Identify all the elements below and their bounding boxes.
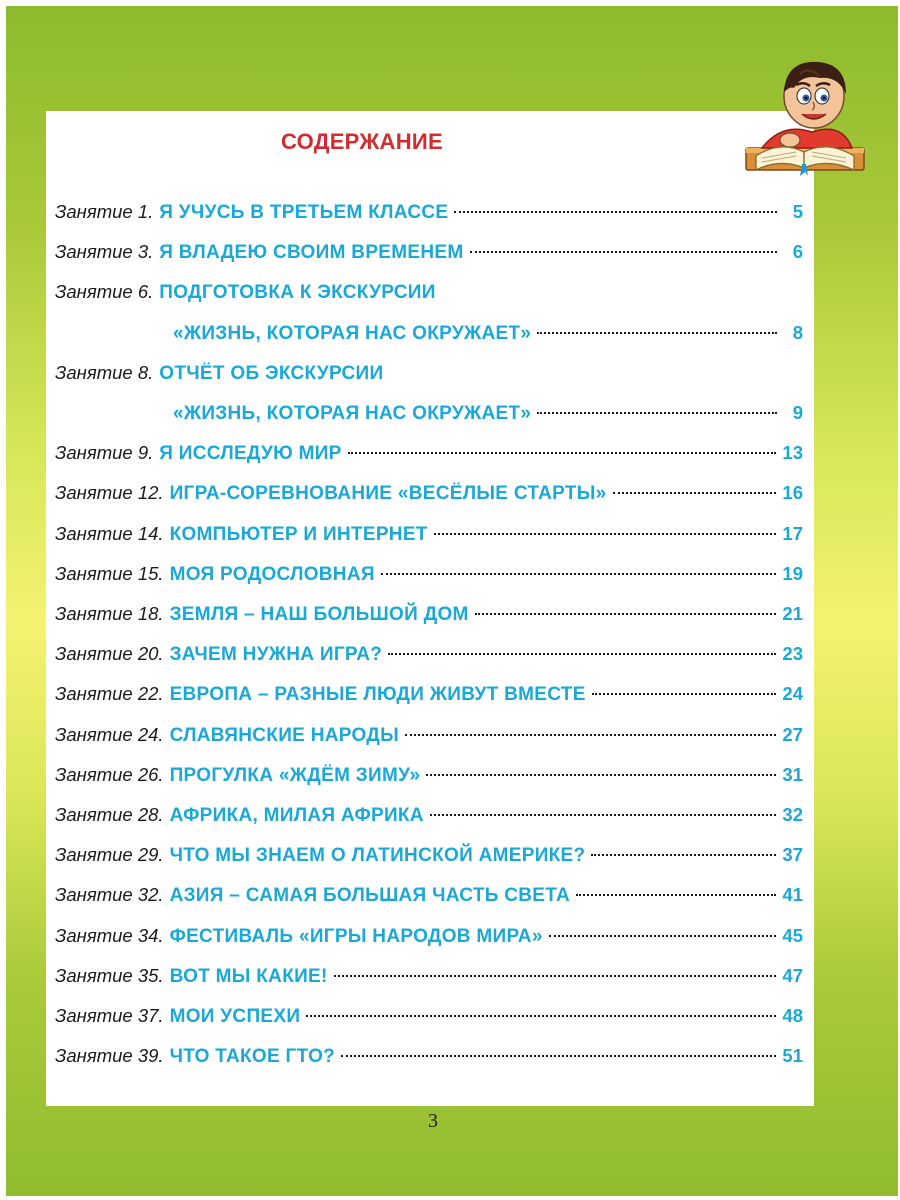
entry-title: МОИ УСПЕХИ xyxy=(169,1006,301,1027)
entry-page: 32 xyxy=(782,804,803,825)
entry-title-continued: «ЖИЗНЬ, КОТОРАЯ НАС ОКРУЖАЕТ» xyxy=(173,403,532,424)
entry-page: 47 xyxy=(782,964,803,986)
toc-entry xyxy=(55,844,803,870)
entry-page: 45 xyxy=(782,924,803,946)
dot-leader xyxy=(470,251,778,253)
entry-label: Занятие 34. xyxy=(55,924,164,946)
entry-title: АЗИЯ – САМАЯ БОЛЬШАЯ ЧАСТЬ СВЕТА xyxy=(169,885,571,907)
entry-title: ЧТО МЫ ЗНАЕМ О ЛАТИНСКОЙ АМЕРИКЕ? xyxy=(169,845,586,867)
toc-entry xyxy=(55,1005,803,1031)
entry-title: ПРОГУЛКА «ЖДЁМ ЗИМУ» xyxy=(169,764,421,786)
toc-entry xyxy=(55,563,803,589)
entry-label: Занятие 18. xyxy=(55,603,164,624)
entry-page: 19 xyxy=(782,562,803,584)
entry-label: Занятие 6. xyxy=(55,281,154,303)
dot-leader xyxy=(430,814,777,816)
entry-label: Занятие 9. xyxy=(55,442,154,464)
entry-title: ЗЕМЛЯ – НАШ БОЛЬШОЙ ДОМ xyxy=(169,604,469,625)
dot-leader xyxy=(348,452,777,454)
entry-label: Занятие 12. xyxy=(55,482,164,504)
dot-leader xyxy=(576,894,776,896)
entry-label: Занятие 3. xyxy=(55,241,154,263)
entry-page: 17 xyxy=(782,522,803,544)
entry-title: МОЯ РОДОСЛОВНАЯ xyxy=(169,563,375,585)
toc-entry-continuation xyxy=(173,402,803,428)
entry-page: 13 xyxy=(782,442,803,464)
dot-leader xyxy=(475,613,777,615)
toc-entry xyxy=(55,482,803,508)
entry-page: 9 xyxy=(792,402,803,423)
toc-entry xyxy=(55,925,803,951)
entry-label: Занятие 20. xyxy=(55,643,164,665)
toc-entry xyxy=(55,884,803,910)
entry-title: ИГРА-СОРЕВНОВАНИЕ «ВЕСЁЛЫЕ СТАРТЫ» xyxy=(169,483,607,505)
entry-title: ЕВРОПА – РАЗНЫЕ ЛЮДИ ЖИВУТ ВМЕСТЕ xyxy=(169,684,586,706)
dot-leader xyxy=(454,211,777,213)
entry-page: 27 xyxy=(782,723,803,745)
entry-title: Я ВЛАДЕЮ СВОИМ ВРЕМЕНЕМ xyxy=(159,242,464,264)
entry-title: СЛАВЯНСКИЕ НАРОДЫ xyxy=(169,724,400,746)
toc-entry xyxy=(55,724,803,750)
toc-entry xyxy=(55,281,803,307)
dot-leader xyxy=(426,774,776,776)
dot-leader xyxy=(381,573,777,575)
entry-label: Занятие 1. xyxy=(55,201,154,222)
entry-page: 5 xyxy=(792,201,803,222)
entry-page: 16 xyxy=(782,482,803,504)
entry-label: Занятие 22. xyxy=(55,683,164,705)
toc-entry xyxy=(55,362,803,388)
entry-title: ЧТО ТАКОЕ ГТО? xyxy=(169,1046,336,1068)
entry-title: ОТЧЁТ ОБ ЭКСКУРСИИ xyxy=(159,362,384,384)
entry-title: Я УЧУСЬ В ТРЕТЬЕМ КЛАССЕ xyxy=(159,202,449,223)
entry-title-continued: «ЖИЗНЬ, КОТОРАЯ НАС ОКРУЖАЕТ» xyxy=(173,322,532,344)
entry-page: 21 xyxy=(782,603,803,624)
entry-page: 48 xyxy=(782,1005,803,1026)
entry-label: Занятие 29. xyxy=(55,844,164,866)
dot-leader xyxy=(591,854,776,856)
toc-entry xyxy=(55,804,803,830)
toc-entry xyxy=(55,603,803,629)
entry-title: КОМПЬЮТЕР И ИНТЕРНЕТ xyxy=(169,523,428,545)
toc-entry xyxy=(55,201,803,227)
entry-title: ВОТ МЫ КАКИЕ! xyxy=(169,965,328,987)
dot-leader xyxy=(537,332,777,334)
toc-entry xyxy=(55,241,803,267)
dot-leader xyxy=(613,492,777,494)
entry-label: Занятие 14. xyxy=(55,522,164,544)
entry-label: Занятие 32. xyxy=(55,884,164,906)
toc-entry xyxy=(55,442,803,468)
entry-label: Занятие 39. xyxy=(55,1045,164,1067)
entry-page: 37 xyxy=(782,844,803,866)
toc-entry xyxy=(55,1045,803,1071)
entry-page: 23 xyxy=(782,643,803,665)
entry-label: Занятие 24. xyxy=(55,723,164,745)
entry-title: Я ИССЛЕДУЮ МИР xyxy=(159,443,342,465)
dot-leader xyxy=(388,653,776,655)
dot-leader xyxy=(334,975,777,977)
entry-label: Занятие 37. xyxy=(55,1005,164,1026)
dot-leader xyxy=(592,693,777,695)
toc-entry xyxy=(55,965,803,991)
toc-entry-continuation xyxy=(173,322,803,348)
page-title: СОДЕРЖАНИЕ xyxy=(280,129,444,154)
entry-title: АФРИКА, МИЛАЯ АФРИКА xyxy=(169,805,424,826)
dot-leader xyxy=(537,412,777,414)
dot-leader xyxy=(549,935,777,937)
entry-page: 41 xyxy=(782,884,803,906)
dot-leader xyxy=(434,533,777,535)
dot-leader xyxy=(306,1015,776,1017)
entry-label: Занятие 8. xyxy=(55,361,154,383)
dot-leader xyxy=(405,734,776,736)
entry-page: 24 xyxy=(782,683,803,705)
entry-label: Занятие 15. xyxy=(55,562,164,584)
entry-page: 31 xyxy=(782,763,803,785)
page-number: 3 xyxy=(428,1110,438,1132)
toc-entry xyxy=(55,683,803,709)
entry-title: ФЕСТИВАЛЬ «ИГРЫ НАРОДОВ МИРА» xyxy=(169,925,543,947)
entry-page: 8 xyxy=(792,321,803,343)
toc-entry xyxy=(55,643,803,669)
entry-title: ПОДГОТОВКА К ЭКСКУРСИИ xyxy=(159,282,436,304)
entry-page: 6 xyxy=(792,241,803,263)
entry-label: Занятие 26. xyxy=(55,763,164,785)
toc-entry xyxy=(55,764,803,790)
entry-label: Занятие 28. xyxy=(55,804,164,825)
entry-title: ЗАЧЕМ НУЖНА ИГРА? xyxy=(169,644,383,666)
entry-label: Занятие 35. xyxy=(55,964,164,986)
entry-page: 51 xyxy=(782,1045,803,1067)
toc-entry xyxy=(55,523,803,549)
dot-leader xyxy=(341,1055,776,1057)
